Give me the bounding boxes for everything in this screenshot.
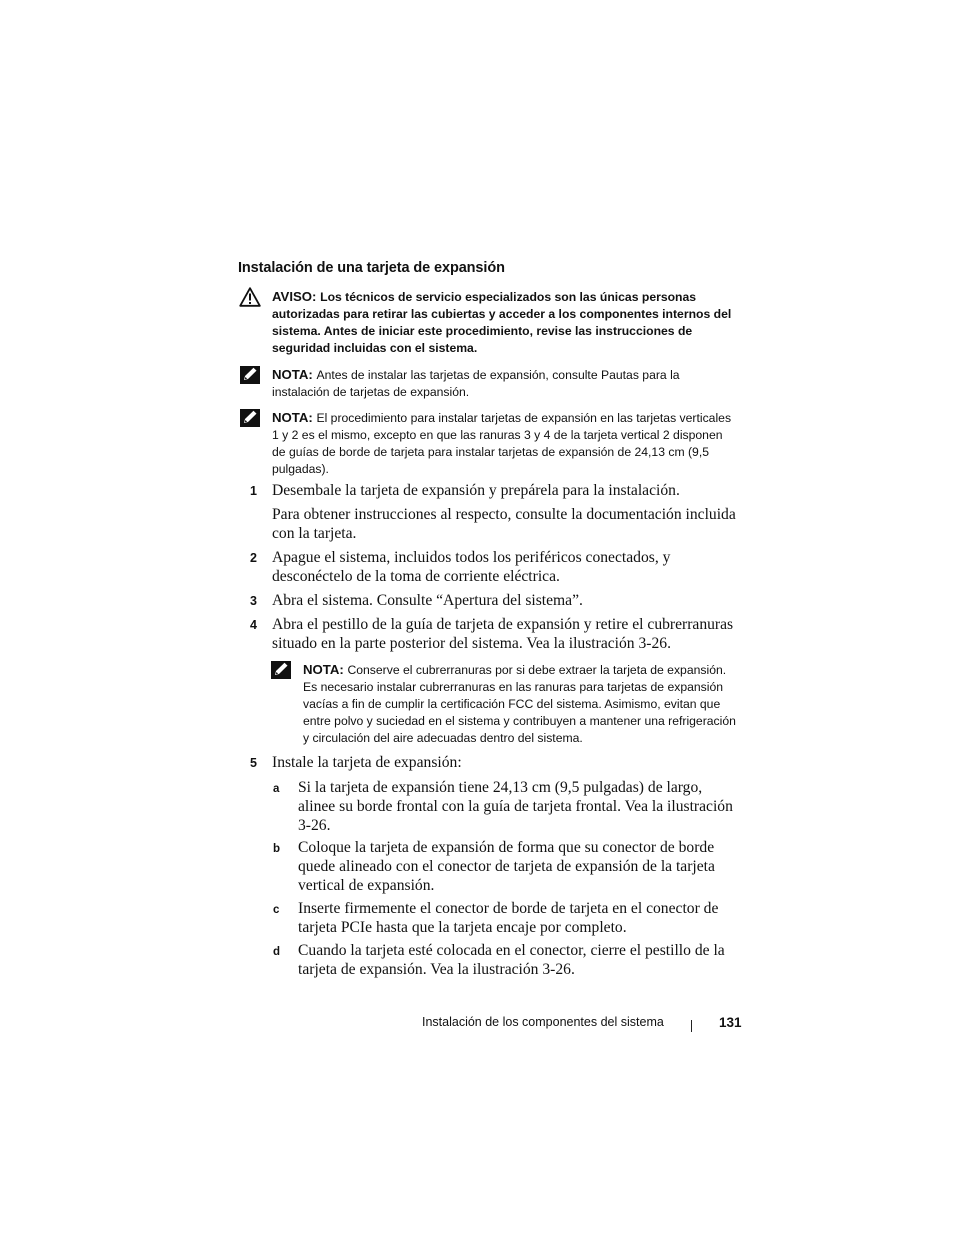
substep-letter: c xyxy=(273,904,280,916)
substep-text: Coloque la tarjeta de expansión de forma que su conector de borde quede alineado con el conector de tarjeta de expansión de la tarjeta vertical de expansión. xyxy=(298,839,715,894)
step-item xyxy=(250,753,742,772)
notice-label: NOTA: xyxy=(303,662,348,677)
substep-item xyxy=(273,941,736,979)
substep-text: Si la tarjeta de expansión tiene 24,13 cm (9,5 pulgadas) de largo, alinee su borde frontal con la guía de tarjeta frontal. Vea la ilustración 3-26. xyxy=(298,779,733,834)
note-pencil-icon xyxy=(239,365,261,390)
substep-letter: b xyxy=(273,843,281,855)
step-text: Apague el sistema, incluidos todos los periféricos conectados, y desconéctelo de la toma de corriente eléctrica. xyxy=(272,549,671,585)
step-number: 4 xyxy=(250,618,257,632)
notice-text: El procedimiento para instalar tarjetas de expansión en las tarjetas verticales 1 y 2 es el mismo, excepto en que las ranuras 3 y 4 de la tarjeta vertical 2 disponen de guías de borde de tarjeta para instalar tarjetas de expansión de 24,13 cm (9,5 pulgadas). xyxy=(272,411,732,476)
page-number: 131 xyxy=(719,1015,742,1030)
substep-item xyxy=(273,838,736,895)
substep-item xyxy=(273,778,736,835)
note-notice xyxy=(272,409,732,478)
notice-label: AVISO: xyxy=(272,289,321,304)
step-text: Instale la tarjeta de expansión: xyxy=(272,754,462,771)
step-item xyxy=(250,481,742,500)
step-text: Abra el pestillo de la guía de tarjeta de expansión y retire el cubrerranuras situado en la parte posterior del sistema. Vea la ilustración 3-26. xyxy=(272,616,734,652)
notice-label: NOTA: xyxy=(272,410,317,425)
step-number: 5 xyxy=(250,756,257,770)
step-item xyxy=(250,591,742,610)
step-number: 3 xyxy=(250,594,257,608)
step-number: 2 xyxy=(250,551,257,565)
note-notice xyxy=(303,661,739,747)
warning-triangle-icon xyxy=(239,287,261,312)
notice-label: NOTA: xyxy=(272,367,317,382)
note-pencil-icon xyxy=(270,660,292,685)
step-item xyxy=(250,548,742,586)
substep-text: Inserte firmemente el conector de borde de tarjeta en el conector de tarjeta PCIe hasta que la tarjeta encaje por completo. xyxy=(298,900,719,936)
substep-letter: d xyxy=(273,946,281,958)
notice-text: Antes de instalar las tarjetas de expansión, consulte Pautas para la instalación de tarjetas de expansión. xyxy=(272,368,680,399)
step-text: Desembale la tarjeta de expansión y prepárela para la instalación. xyxy=(272,482,680,499)
substep-letter: a xyxy=(273,783,280,795)
notice-text: Conserve el cubrerranuras por si debe extraer la tarjeta de expansión. Es necesario instalar cubrerranuras en las ranuras para tarjetas de expansión vacías a fin de cumplir la certificación FCC del sistema. Asimismo, evitan que entre polvo y suciedad en el sistema y contribuyen a mantener una refrigeración y circulación del aire adecuadas dentro del sistema. xyxy=(303,663,736,745)
substep-text: Cuando la tarjeta esté colocada en el conector, cierre el pestillo de la tarjeta de expansión. Vea la ilustración 3-26. xyxy=(298,942,725,978)
step-item xyxy=(250,615,742,653)
step-text: Abra el sistema. Consulte “Apertura del sistema”. xyxy=(272,592,583,609)
note-pencil-icon xyxy=(239,408,261,433)
footer-chapter-title: Instalación de los componentes del sistema xyxy=(422,1015,664,1029)
notice-text: Los técnicos de servicio especializados son las únicas personas autorizadas para retirar las cubiertas y acceder a los componentes internos del sistema. Antes de iniciar este procedimiento, revise las instrucciones de seguridad incluidas con el sistema. xyxy=(272,290,732,355)
substep-item xyxy=(273,899,736,937)
step-number: 1 xyxy=(250,484,257,498)
note-notice xyxy=(272,366,732,401)
warning-notice xyxy=(272,288,732,357)
section-heading: Instalación de una tarjeta de expansión xyxy=(238,260,505,276)
footer-divider xyxy=(691,1020,692,1032)
step-extra-text: Para obtener instrucciones al respecto, consulte la documentación incluida con la tarjeta. xyxy=(272,506,736,542)
